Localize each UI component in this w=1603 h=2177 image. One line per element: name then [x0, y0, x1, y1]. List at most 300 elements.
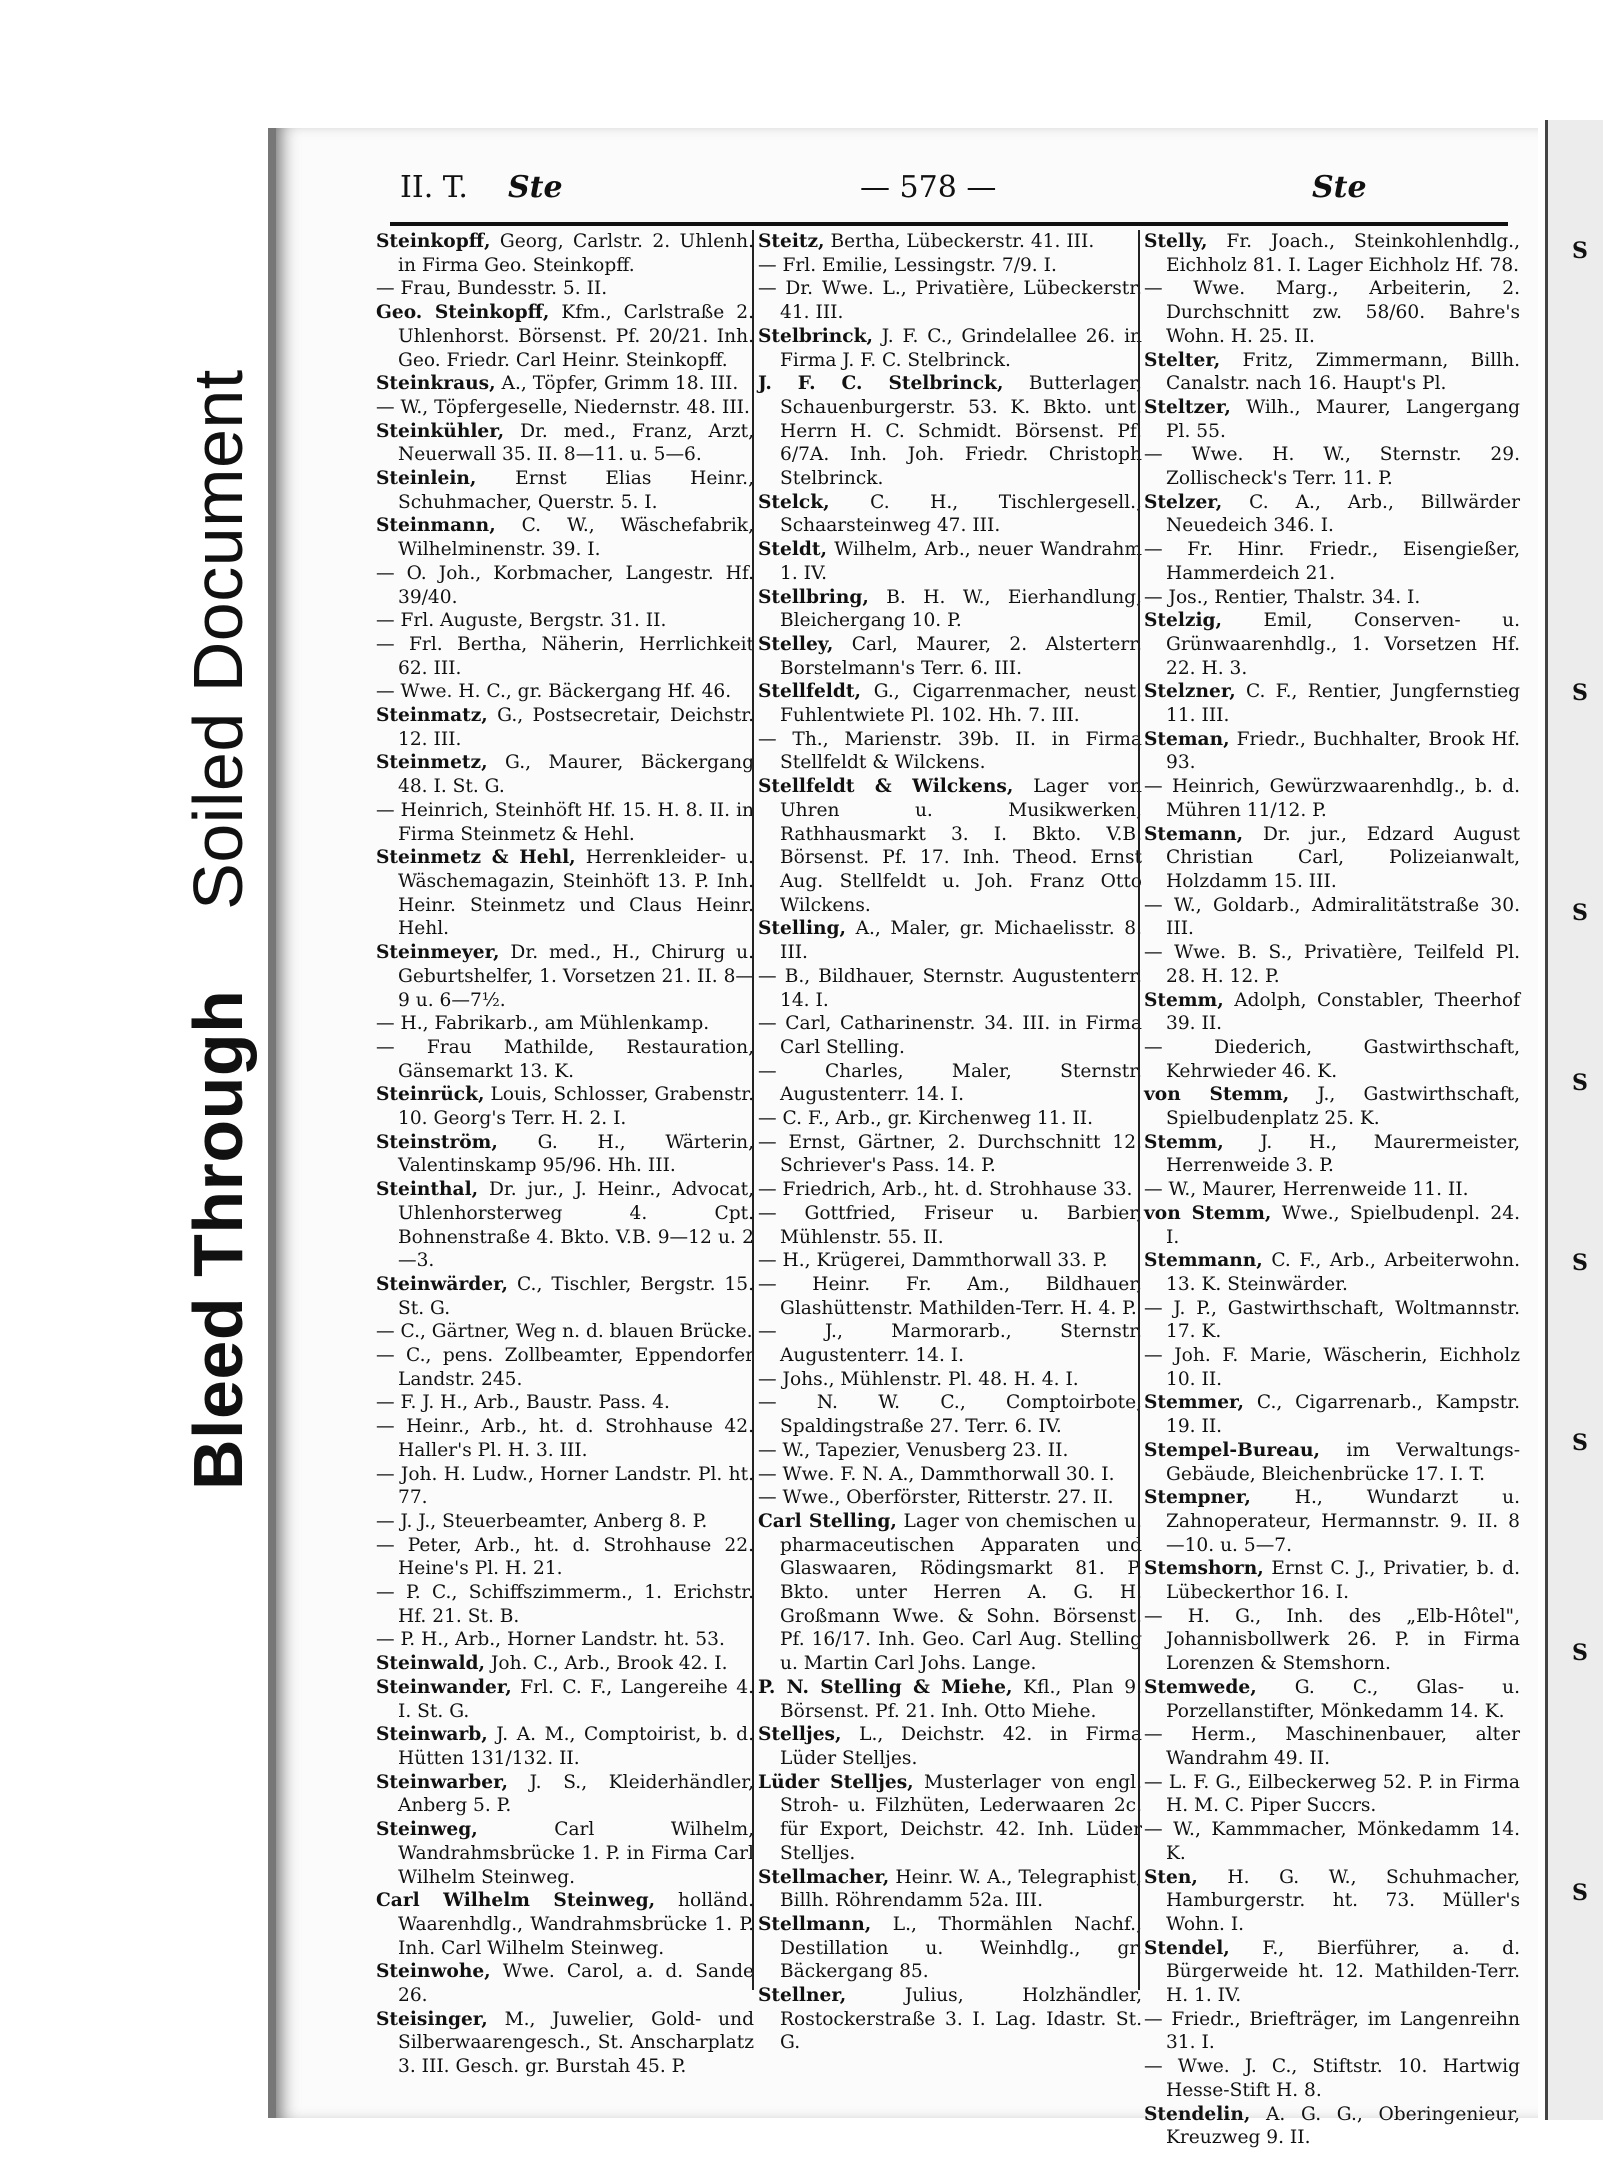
stamp-bleed-through: Bleed Through: [179, 989, 257, 1490]
directory-entry: [758, 1060, 1142, 1107]
entry-details: Adolph, Constabler, Theerhof 39. II.: [1166, 989, 1520, 1035]
entry-details: — C., Gärtner, Weg n. d. blauen Brücke.: [376, 1321, 753, 1343]
directory-entry: [758, 1510, 1142, 1676]
directory-entry: [376, 751, 754, 798]
entry-name: J. F. C. Stelbrinck,: [758, 373, 1004, 395]
directory-entry: [376, 1463, 754, 1510]
header-rule: [390, 222, 1508, 226]
entry-name: Stellfeldt & Wilckens,: [758, 776, 1014, 798]
directory-entry: [376, 514, 754, 561]
directory-entry: [1144, 1439, 1520, 1486]
directory-entry: [376, 1652, 754, 1676]
entry-name: Stelter,: [1144, 349, 1221, 371]
entry-details: — F. J. H., Arb., Baustr. Pass. 4.: [376, 1392, 670, 1414]
directory-entry: [376, 1628, 754, 1652]
entry-details: — L. F. G., Eilbeckerweg 52. P. in Firma H. M. C. Piper Succrs.: [1144, 1771, 1520, 1817]
entry-details: — Heinrich, Steinhöft Hf. 15. H. 8. II. in Firma Steinmetz & Hehl.: [376, 799, 754, 845]
directory-entry: [376, 420, 754, 467]
directory-entry: [376, 1320, 754, 1344]
entry-details: — Frl. Bertha, Näherin, Herrlichkeit 62. III.: [376, 633, 754, 679]
entry-details: Dr. jur., J. Heinr., Advocat, Uhlenhorsterweg 4. Cpt. Bohnenstraße 4. Bkto. V.B. 9—12 u. 2—3.: [398, 1179, 754, 1272]
entry-details: Herrenkleider- u. Wäschemagazin, Steinhöft 13. P. Inh. Heinr. Steinmetz und Claus Heinr. Hehl.: [398, 847, 754, 940]
entry-details: C. F., Arb., Arbeiterwohn. 13. K. Steinwärder.: [1166, 1250, 1520, 1295]
facing-page-guide-letter: S: [1572, 1070, 1588, 1096]
entry-details: J. F. C., Grindelallee 26. in Firma J. F. C. Stelbrinck.: [780, 325, 1142, 371]
entry-details: — Heinrich, Gewürzwaarenhdlg., b. d. Mühren 11/12. P.: [1144, 776, 1520, 821]
entry-details: — Heinr., Arb., ht. d. Strohhause 42. Haller's Pl. H. 3. III.: [376, 1416, 754, 1461]
directory-entry: [1144, 1131, 1520, 1178]
directory-entry: [376, 1510, 754, 1534]
directory-entry: [1144, 680, 1520, 727]
entry-details: Dr. jur., Edzard August Christian Carl, Polizeianwalt, Holzdamm 15. III.: [1166, 823, 1520, 892]
directory-entry: [1144, 1083, 1520, 1130]
entry-details: Wwe. Carol, a. d. Sande 26.: [398, 1961, 754, 2007]
entry-name: Stemann,: [1144, 823, 1244, 845]
page-number: — 578 —: [860, 170, 997, 205]
entry-details: F., Bierführer, a. d. Bürgerweide ht. 12. Mathilden-Terr. H. 1. IV.: [1166, 1937, 1520, 2007]
entry-details: — Frau Mathilde, Restauration, Gänsemarkt 13. K.: [376, 1036, 754, 1082]
entry-details: — Wwe. Marg., Arbeiterin, 2. Durchschnitt zw. 58/60. Bahre's Wohn. H. 25. II.: [1144, 278, 1520, 347]
entry-details: Friedr., Buchhalter, Brook Hf. 93.: [1166, 728, 1520, 774]
directory-entry: [758, 491, 1142, 538]
entry-name: Stellner,: [758, 1985, 847, 2007]
directory-entry: [1144, 1818, 1520, 1865]
directory-entry: [758, 1131, 1142, 1178]
alphabet-guide-right: Ste: [1312, 170, 1367, 205]
facing-page-edge: [1545, 120, 1603, 2120]
directory-entry: [758, 372, 1142, 491]
directory-entry: [376, 1273, 754, 1320]
entry-name: Stelzer,: [1144, 491, 1223, 513]
entry-details: — Frl. Emilie, Lessingstr. 7/9. I.: [758, 254, 1057, 276]
directory-entry: [376, 1889, 754, 1960]
entry-details: J. H., Maurermeister, Herrenweide 3. P.: [1166, 1131, 1520, 1177]
entry-details: Dr. med., Franz, Arzt, Neuerwall 35. II. 8—11. u. 5—6.: [398, 420, 754, 466]
entry-details: L., Thormählen Nachf., Destillation u. Weinhdlg., gr. Bäckergang 85.: [780, 1913, 1142, 1983]
directory-entry: [1144, 396, 1520, 443]
entry-name: Stelling,: [758, 918, 847, 940]
entry-details: — N. W. C., Comptoirbote, Spaldingstraße 27. Terr. 6. IV.: [758, 1392, 1142, 1438]
directory-entry: [1144, 2008, 1520, 2055]
entry-details: L., Deichstr. 42. in Firma Lüder Stelljes.: [780, 1724, 1142, 1769]
entry-details: — Frau, Bundesstr. 5. II.: [376, 278, 608, 300]
entry-details: — Charles, Maler, Sternstr. Augustenterr. 14. I.: [758, 1060, 1142, 1106]
directory-entry: [376, 230, 754, 277]
entry-details: — Johs., Mühlenstr. Pl. 48. H. 4. I.: [758, 1368, 1079, 1390]
entry-details: Kfl., Plan 9. Börsenst. Pf. 21. Inh. Otto Miehe.: [780, 1676, 1142, 1722]
entry-details: — Wwe. H. C., gr. Bäckergang Hf. 46.: [376, 681, 732, 703]
entry-details: Kfm., Carlstraße 2. Uhlenhorst. Börsenst. Pf. 20/21. Inh. Geo. Friedr. Carl Heinr. Steinkopff.: [398, 302, 754, 371]
entry-details: Wwe., Spielbudenpl. 24. I.: [1166, 1202, 1520, 1248]
directory-column-3: [1138, 230, 1520, 2149]
entry-name: Steman,: [1144, 728, 1230, 750]
entry-details: — J., Marmorarb., Sternstr. Augustenterr. 14. I.: [758, 1321, 1142, 1367]
directory-entry: [758, 1463, 1142, 1487]
entry-name: Steinwarb,: [376, 1724, 488, 1746]
directory-entry: [758, 1202, 1142, 1249]
entry-details: — P. C., Schiffszimmerm., 1. Erichstr. Hf. 21. St. B.: [376, 1582, 754, 1627]
entry-name: Stendel,: [1144, 1937, 1230, 1959]
directory-entry: [376, 562, 754, 609]
directory-entry: [758, 917, 1142, 964]
directory-entry: [376, 704, 754, 751]
directory-entry: [758, 1771, 1142, 1866]
entry-details: Dr. med., H., Chirurg u. Geburtshelfer, 1. Vorsetzen 21. II. 8—9 u. 6—7½.: [398, 942, 754, 1011]
entry-details: Georg, Carlstr. 2. Uhlenh. in Firma Geo. Steinkopff.: [398, 231, 754, 276]
directory-entry: [376, 1415, 754, 1462]
directory-entry: [758, 1676, 1142, 1723]
facing-page-guide-letter: S: [1572, 900, 1588, 926]
archive-stamp-text: [178, 369, 258, 1490]
directory-entry: [1144, 609, 1520, 680]
entry-name: Stempel-Bureau,: [1144, 1439, 1321, 1461]
entry-details: — Frl. Auguste, Bergstr. 31. II.: [376, 610, 667, 632]
facing-page-guide-letter: S: [1572, 1640, 1588, 1666]
directory-entry: [1144, 1344, 1520, 1391]
entry-name: Stempner,: [1144, 1487, 1251, 1509]
directory-entry: [758, 1486, 1142, 1510]
entry-name: Stendelin,: [1144, 2103, 1251, 2125]
directory-entry: [376, 301, 754, 372]
entry-name: Stemm,: [1144, 989, 1224, 1011]
directory-entry: [758, 586, 1142, 633]
directory-entry: [1144, 989, 1520, 1036]
entry-name: Stelzig,: [1144, 610, 1223, 632]
directory-entry: [1144, 1676, 1520, 1723]
entry-details: — W., Töpfergeselle, Niedernstr. 48. III.: [376, 396, 750, 418]
directory-entry: [1144, 1249, 1520, 1296]
directory-entry: [1144, 491, 1520, 538]
entry-details: — P. H., Arb., Horner Landstr. ht. 53.: [376, 1629, 725, 1651]
entry-name: Steinwarber,: [376, 1771, 509, 1793]
entry-details: — Carl, Catharinenstr. 34. III. in Firma Carl Stelling.: [758, 1013, 1142, 1058]
directory-entry: [758, 1439, 1142, 1463]
directory-entry: [1144, 1297, 1520, 1344]
entry-details: A. G. G., Oberingenieur, Kreuzweg 9. II.: [1166, 2103, 1520, 2149]
entry-name: Stelly,: [1144, 231, 1208, 252]
directory-entry: [1144, 1605, 1520, 1676]
directory-entry: [376, 846, 754, 941]
entry-details: Ernst Elias Heinr., Schuhmacher, Querstr. 5. I.: [398, 468, 754, 513]
entry-name: von Stemm,: [1144, 1202, 1272, 1224]
directory-entry: [758, 1984, 1142, 2055]
entry-details: A., Maler, gr. Michaelisstr. 8. III.: [780, 918, 1142, 964]
directory-entry: [758, 680, 1142, 727]
entry-details: — W., Kammmacher, Mönkedamm 14. K.: [1144, 1819, 1520, 1864]
entry-name: Steinmeyer,: [376, 942, 500, 964]
directory-entry: [758, 965, 1142, 1012]
directory-entry: [1144, 1391, 1520, 1438]
entry-name: Carl Stelling,: [758, 1510, 897, 1532]
directory-entry: [376, 1534, 754, 1581]
entry-name: Steinström,: [376, 1131, 498, 1153]
directory-entry: [758, 728, 1142, 775]
entry-name: Stellmann,: [758, 1913, 872, 1935]
directory-entry: [758, 1913, 1142, 1984]
directory-entry: [1144, 728, 1520, 775]
entry-details: — B., Bildhauer, Sternstr. Augustenterr. 14. I.: [758, 965, 1142, 1011]
directory-entry: [376, 1036, 754, 1083]
directory-entry: [1144, 1178, 1520, 1202]
entry-name: Steinwärder,: [376, 1273, 509, 1295]
entry-details: Musterlager von engl. Stroh- u. Filzhüten, Lederwaaren 2c. für Export, Deichstr. 42. Inh. Lüder Stelljes.: [780, 1771, 1142, 1864]
entry-name: Steinwander,: [376, 1676, 512, 1698]
entry-name: Stemmann,: [1144, 1250, 1263, 1272]
directory-entry: [376, 1581, 754, 1628]
directory-entry: [1144, 1486, 1520, 1557]
entry-name: Steinwald,: [376, 1653, 486, 1675]
entry-details: Heinr. W. A., Telegraphist, Billh. Röhrendamm 52a. III.: [780, 1866, 1142, 1912]
entry-details: H., Wundarzt u. Zahnoperateur, Hermannstr. 9. II. 8—10. u. 5—7.: [1166, 1487, 1520, 1556]
entry-details: Bertha, Lübeckerstr. 41. III.: [824, 231, 1095, 252]
entry-name: Stemm,: [1144, 1131, 1224, 1153]
entry-details: — W., Goldarb., Admiralitätstraße 30. III.: [1144, 894, 1520, 940]
entry-details: A., Töpfer, Grimm 18. III.: [495, 373, 739, 395]
facing-page-guide-letter: S: [1572, 238, 1588, 264]
directory-entry: [1144, 1036, 1520, 1083]
facing-page-guide-letter: S: [1572, 680, 1588, 706]
directory-entry: [758, 277, 1142, 324]
entry-details: Julius, Holzhändler, Rostockerstraße 3. I. Lag. Idastr. St. G.: [780, 1985, 1142, 2054]
entry-name: Steldt,: [758, 539, 827, 561]
directory-column-1: [376, 230, 754, 2078]
directory-entry: [1144, 941, 1520, 988]
directory-entry: [376, 1723, 754, 1770]
entry-details: Wilhelm, Arb., neuer Wandrahm 1. IV.: [780, 539, 1142, 584]
entry-name: Steinrück,: [376, 1084, 485, 1106]
directory-entry: [376, 1178, 754, 1273]
entry-name: Steinwohe,: [376, 1961, 491, 1983]
entry-details: G. C., Glas- u. Porzellanstifter, Mönkedamm 14. K.: [1166, 1676, 1520, 1722]
entry-details: C. A., Arb., Billwärder Neuedeich 346. I.: [1166, 491, 1520, 537]
entry-details: Wilh., Maurer, Langergang Pl. 55.: [1166, 396, 1520, 442]
entry-details: Ernst C. J., Privatier, b. d. Lübeckerthor 16. I.: [1166, 1558, 1520, 1604]
directory-entry: [758, 1249, 1142, 1273]
entry-name: Steitz,: [758, 231, 825, 252]
directory-entry: [758, 1012, 1142, 1059]
entry-details: — C., pens. Zollbeamter, Eppendorfer Landstr. 245.: [376, 1345, 754, 1390]
entry-details: C. H., Tischlergesell., Schaarsteinweg 47. III.: [780, 491, 1142, 537]
entry-details: C. F., Rentier, Jungfernstieg 11. III.: [1166, 681, 1520, 727]
entry-name: Steinkühler,: [376, 420, 505, 442]
entry-details: H. G. W., Schuhmacher, Hamburgerstr. ht. 73. Müller's Wohn. I.: [1166, 1866, 1520, 1935]
entry-details: — Peter, Arb., ht. d. Strohhause 22. Heine's Pl. H. 21.: [376, 1534, 754, 1580]
entry-name: Steisinger,: [376, 2008, 488, 2030]
facing-page-guide-letter: S: [1572, 1430, 1588, 1456]
entry-name: Stelck,: [758, 491, 830, 513]
entry-name: Stemmer,: [1144, 1392, 1244, 1414]
entry-details: J. A. M., Comptoirist, b. d. Hütten 131/132. II.: [398, 1724, 754, 1769]
directory-entry: [376, 1960, 754, 2007]
entry-details: Joh. C., Arb., Brook 42. I.: [485, 1653, 728, 1675]
directory-entry: [376, 396, 754, 420]
directory-entry: [758, 1107, 1142, 1131]
entry-details: — Wwe. B. S., Privatière, Teilfeld Pl. 28. H. 12. P.: [1144, 942, 1520, 987]
running-head: [400, 170, 1500, 210]
entry-details: C. W., Wäschefabrik, Wilhelminenstr. 39. I.: [398, 515, 754, 561]
entry-details: Lager von chemischen u. pharmaceutischen Apparaten und Glaswaaren, Rödingsmarkt 81. P. Bkto. unter Herren A. G. H. Großmann Wwe. & Sohn. Börsenst. Pf. 16/17. Inh. Geo. Carl Aug. Stelling u. Martin Carl Johs. Lange.: [780, 1510, 1142, 1675]
entry-name: Stellmacher,: [758, 1866, 890, 1888]
directory-entry: [758, 1866, 1142, 1913]
entry-details: — Gottfried, Friseur u. Barbier, Mühlenstr. 55. II.: [758, 1202, 1142, 1248]
directory-entry: [376, 2008, 754, 2079]
entry-details: Lager von Uhren u. Musikwerken, Rathhausmarkt 3. I. Bkto. V.B. Börsenst. Pf. 17. Inh. Theod. Ernst Aug. Stellfeldt u. Joh. Franz Otto Wilckens.: [780, 776, 1142, 916]
entry-details: — Diederich, Gastwirthschaft, Kehrwieder 46. K.: [1144, 1036, 1520, 1082]
entry-details: G., Maurer, Bäckergang 48. I. St. G.: [398, 752, 754, 798]
entry-details: — J. P., Gastwirthschaft, Woltmannstr. 17. K.: [1144, 1297, 1520, 1343]
entry-details: G., Postsecretair, Deichstr. 12. III.: [398, 705, 754, 750]
directory-entry: [1144, 443, 1520, 490]
directory-entry: [1144, 1723, 1520, 1770]
entry-details: Fritz, Zimmermann, Billh. Canalstr. nach 16. Haupt's Pl.: [1166, 349, 1520, 395]
entry-details: — Friedr., Briefträger, im Langenreihn 31. I.: [1144, 2008, 1520, 2054]
entry-name: Steinmetz,: [376, 752, 488, 774]
entry-details: holländ. Waarenhdlg., Wandrahmsbrücke 1. P. Inh. Carl Wilhelm Steinweg.: [398, 1890, 754, 1959]
directory-entry: [376, 1344, 754, 1391]
entry-details: — Fr. Hinr. Friedr., Eisengießer, Hammerdeich 21.: [1144, 539, 1520, 584]
entry-details: im Verwaltungs-Gebäude, Bleichenbrücke 17. I. T.: [1166, 1439, 1520, 1485]
entry-details: — Heinr. Fr. Am., Bildhauer, Glashüttenstr. Mathilden-Terr. H. 4. P.: [758, 1273, 1142, 1319]
entry-name: Stellbring,: [758, 586, 869, 608]
directory-entry: [1144, 230, 1520, 277]
section-label: II. T.: [400, 170, 468, 205]
entry-name: von Stemm,: [1144, 1084, 1290, 1106]
entry-details: M., Juwelier, Gold- und Silberwaarengesch., St. Anscharplatz 3. III. Gesch. gr. Burstah 45. P.: [398, 2008, 754, 2078]
entry-details: — H. G., Inh. des „Elb-Hôtel", Johannisbollwerk 26. P. in Firma Lorenzen & Stemshorn.: [1144, 1605, 1520, 1675]
entry-details: — Th., Marienstr. 39b. II. in Firma Stellfeldt & Wilckens.: [758, 728, 1142, 774]
directory-entry: [758, 633, 1142, 680]
directory-entry: [758, 1178, 1142, 1202]
entry-name: Steinmatz,: [376, 705, 488, 727]
entry-details: C., Cigarrenarb., Kampstr. 19. II.: [1166, 1392, 1520, 1438]
directory-entry: [1144, 775, 1520, 822]
entry-details: — W., Maurer, Herrenweide 11. II.: [1144, 1179, 1469, 1201]
directory-entry: [758, 1320, 1142, 1367]
directory-entry: [758, 538, 1142, 585]
facing-page-guide-letter: S: [1572, 1250, 1588, 1276]
entry-details: — Wwe. F. N. A., Dammthorwall 30. I.: [758, 1463, 1115, 1485]
entry-name: Steinmetz & Hehl,: [376, 847, 576, 869]
directory-entry: [376, 1012, 754, 1036]
directory-entry: [1144, 1771, 1520, 1818]
stamp-soiled-document: Soiled Document: [179, 369, 257, 910]
entry-name: Stellfeldt,: [758, 681, 861, 703]
directory-entry: [376, 609, 754, 633]
entry-details: G., Cigarrenmacher, neust. Fuhlentwiete Pl. 102. Hh. 7. III.: [780, 681, 1142, 727]
directory-column-2: [752, 230, 1142, 2054]
directory-entry: [1144, 538, 1520, 585]
directory-entry: [758, 230, 1142, 254]
directory-entry: [1144, 2103, 1520, 2150]
entry-details: — Wwe. H. W., Sternstr. 29. Zollischeck's Terr. 11. P.: [1144, 444, 1520, 490]
entry-name: Stemwede,: [1144, 1676, 1257, 1698]
directory-entry: [1144, 586, 1520, 610]
entry-details: Carl, Maurer, 2. Alsterterr. Borstelmann's Terr. 6. III.: [780, 633, 1142, 679]
entry-name: Stelzner,: [1144, 681, 1236, 703]
directory-entry: [1144, 1866, 1520, 1937]
entry-name: Steltzer,: [1144, 396, 1231, 418]
directory-entry: [376, 799, 754, 846]
directory-entry: [376, 633, 754, 680]
entry-details: — Wwe., Oberförster, Ritterstr. 27. II.: [758, 1487, 1114, 1509]
entry-details: — Joh. F. Marie, Wäscherin, Eichholz 10. II.: [1144, 1345, 1520, 1390]
entry-details: — H., Fabrikarb., am Mühlenkamp.: [376, 1013, 710, 1035]
directory-entry: [376, 1131, 754, 1178]
directory-entry: [376, 1391, 754, 1415]
entry-name: P. N. Stelling & Miehe,: [758, 1676, 1013, 1698]
entry-name: Steinthal,: [376, 1179, 479, 1201]
entry-name: Geo. Steinkopff,: [376, 302, 550, 324]
directory-entry: [758, 1368, 1142, 1392]
directory-entry: [758, 325, 1142, 372]
entry-name: Steinkopff,: [376, 231, 491, 252]
directory-entry: [376, 680, 754, 704]
entry-name: Steinlein,: [376, 468, 477, 490]
entry-details: — Dr. Wwe. L., Privatière, Lübeckerstr. 41. III.: [758, 278, 1142, 324]
directory-entry: [376, 277, 754, 301]
entry-details: Frl. C. F., Langereihe 4. I. St. G.: [398, 1676, 754, 1722]
entry-details: Carl Wilhelm, Wandrahmsbrücke 1. P. in Firma Carl Wilhelm Steinweg.: [398, 1819, 754, 1888]
entry-details: — O. Joh., Korbmacher, Langestr. Hf. 39/40.: [376, 562, 754, 608]
entry-details: Butterlager, Schauenburgerstr. 53. K. Bkto. unt. Herrn H. C. Schmidt. Börsenst. Pf. 6/7A. Inh. Joh. Friedr. Christoph Stelbrinck.: [780, 373, 1142, 490]
directory-entry: [1144, 1937, 1520, 2008]
directory-entry: [758, 1273, 1142, 1320]
entry-details: — Wwe. J. C., Stiftstr. 10. Hartwig Hesse-Stift H. 8.: [1144, 2056, 1520, 2101]
directory-entry: [376, 467, 754, 514]
directory-entry: [1144, 1202, 1520, 1249]
directory-entry: [758, 1391, 1142, 1438]
directory-entry: [1144, 894, 1520, 941]
directory-entry: [758, 775, 1142, 917]
directory-entry: [1144, 2055, 1520, 2102]
entry-details: — C. F., Arb., gr. Kirchenweg 11. II.: [758, 1108, 1094, 1130]
entry-details: — W., Tapezier, Venusberg 23. II.: [758, 1439, 1069, 1461]
directory-entry: [1144, 277, 1520, 348]
entry-name: Stemshorn,: [1144, 1558, 1264, 1580]
entry-details: J. S., Kleiderhändler, Anberg 5. P.: [398, 1771, 754, 1817]
alphabet-guide-left: Ste: [508, 170, 563, 205]
entry-details: J., Gastwirthschaft, Spielbudenplatz 25. K.: [1166, 1084, 1520, 1130]
entry-details: — H., Krügerei, Dammthorwall 33. P.: [758, 1250, 1108, 1272]
entry-details: Emil, Conserven- u. Grünwaarenhdlg., 1. Vorsetzen Hf. 22. H. 3.: [1166, 610, 1520, 679]
entry-details: C., Tischler, Bergstr. 15. St. G.: [398, 1273, 754, 1319]
entry-details: — Joh. H. Ludw., Horner Landstr. Pl. ht. 77.: [376, 1463, 754, 1509]
entry-name: Steinweg,: [376, 1819, 478, 1841]
entry-details: — Ernst, Gärtner, 2. Durchschnitt 12. Schriever's Pass. 14. P.: [758, 1131, 1142, 1177]
directory-entry: [376, 1676, 754, 1723]
entry-details: Fr. Joach., Steinkohlenhdlg., Eichholz 81. I. Lager Eichholz Hf. 78.: [1166, 231, 1520, 276]
directory-entry: [376, 1818, 754, 1889]
directory-entry: [376, 1083, 754, 1130]
entry-name: Stelbrinck,: [758, 325, 873, 347]
directory-entry: [758, 1723, 1142, 1770]
directory-entry: [1144, 1557, 1520, 1604]
entry-name: Stelljes,: [758, 1724, 842, 1746]
directory-entry: [376, 372, 754, 396]
entry-name: Sten,: [1144, 1866, 1198, 1888]
entry-details: — Herm., Maschinenbauer, alter Wandrahm 49. II.: [1144, 1724, 1520, 1769]
directory-entry: [1144, 823, 1520, 894]
entry-details: G. H., Wärterin, Valentinskamp 95/96. Hh. III.: [398, 1131, 754, 1177]
entry-details: — J. J., Steuerbeamter, Anberg 8. P.: [376, 1510, 708, 1532]
directory-entry: [1144, 349, 1520, 396]
facing-page-guide-letter: S: [1572, 1880, 1588, 1906]
entry-details: B. H. W., Eierhandlung, Bleichergang 10. P.: [780, 586, 1142, 632]
entry-details: — Jos., Rentier, Thalstr. 34. I.: [1144, 586, 1421, 608]
entry-name: Stelley,: [758, 633, 834, 655]
directory-entry: [376, 941, 754, 1012]
entry-name: Steinmann,: [376, 515, 496, 537]
